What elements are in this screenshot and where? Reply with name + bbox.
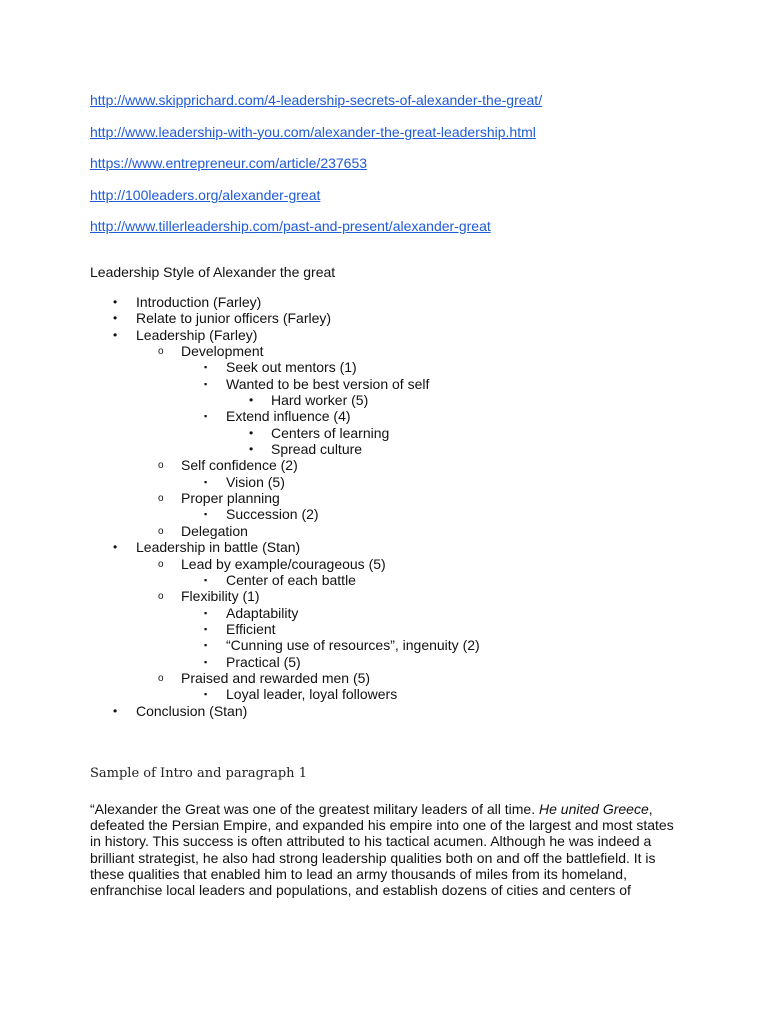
outline-subitem (90, 556, 690, 589)
outline-item (90, 310, 690, 326)
outline-item-text: Delegation (181, 522, 248, 539)
circle-bullet-icon: o (158, 493, 164, 505)
outline-item-text: Hard worker (5) (271, 392, 369, 409)
outline-item-text: Centers of learning (271, 424, 390, 441)
outline-item-text: Wanted to be best version of self (226, 375, 430, 392)
circle-bullet-icon: o (158, 558, 164, 570)
outline-subitem (90, 474, 690, 490)
reference-link[interactable]: http://100leaders.org/alexander-great (90, 186, 321, 203)
bullet-icon: • (113, 311, 118, 326)
outline-item-text: Conclusion (Stan) (136, 702, 248, 719)
outline-item-text: Center of each battle (226, 571, 356, 588)
outline-item (90, 539, 690, 702)
reference-link[interactable]: http://www.leadership-with-you.com/alexander-the-great-leadership.html (90, 123, 536, 140)
outline-item-text: Succession (2) (226, 506, 319, 523)
square-bullet-icon: ▪ (204, 640, 208, 651)
outline-item-text: Leadership (Farley) (136, 326, 258, 343)
outline-subitem (90, 506, 690, 522)
outline-item-text: Extend influence (4) (226, 408, 351, 425)
outline-item-text: Development (181, 343, 264, 360)
outline-item-text: Introduction (Farley) (136, 294, 262, 310)
outline-item-text: Lead by example/courageous (5) (181, 555, 386, 572)
outline-item-text: Proper planning (181, 490, 280, 507)
outline-subitem (90, 621, 690, 637)
outline-item (90, 327, 690, 539)
reference-link[interactable]: http://www.tillerleadership.com/past-and-present/alexander-great (90, 218, 491, 234)
circle-bullet-icon: o (158, 591, 164, 603)
outline-item-text: Practical (5) (226, 653, 301, 670)
square-bullet-icon: ▪ (204, 509, 208, 520)
outline-subitem (90, 572, 690, 588)
bullet-icon: • (249, 442, 254, 457)
outline-item-text: Spread culture (271, 441, 363, 458)
bullet-icon: • (113, 295, 118, 309)
outline-item-text: Self confidence (2) (181, 457, 298, 474)
outline-list (90, 294, 690, 719)
reference-link[interactable]: http://www.skipprichard.com/4-leadership-secrets-of-alexander-the-great/ (90, 92, 543, 108)
outline-subitem (90, 523, 690, 539)
outline-item-text: Relate to junior officers (Farley) (136, 310, 332, 327)
paragraph-text: , defeated the Persian Empire, and expanded his empire into one of the largest and most states in history. This success is often attributed to his tactical acumen. Although he was indeed a brilliant strategist, he also had strong leadership qualities both on and off the battlefield. It is these qualities that enabled him to lead an army thousands of miles from its homeland, enfranchise local leaders and populations, and establish dozens of cities and centers of (90, 801, 674, 899)
outline-item (90, 703, 690, 719)
square-bullet-icon: ▪ (204, 574, 208, 585)
intro-paragraph (90, 801, 680, 898)
outline-item (90, 294, 690, 310)
outline-item-text: Adaptability (226, 604, 299, 621)
square-bullet-icon: ▪ (204, 656, 208, 667)
sample-heading: Sample of Intro and paragraph 1 (90, 766, 307, 781)
circle-bullet-icon: o (158, 346, 164, 358)
reference-link-item (90, 186, 542, 218)
paragraph-text: “Alexander the Great was one of the greatest military leaders of all time. (90, 801, 539, 817)
outline-subitem (90, 654, 690, 670)
square-bullet-icon: ▪ (204, 411, 208, 422)
bullet-icon: • (113, 327, 118, 342)
outline-subitem (90, 457, 690, 490)
outline-subitem (90, 392, 690, 408)
reference-link-item (90, 123, 542, 155)
outline-item-text: Praised and rewarded men (5) (181, 669, 371, 686)
bullet-icon: • (249, 393, 254, 408)
square-bullet-icon: ▪ (204, 689, 208, 700)
square-bullet-icon: ▪ (204, 476, 208, 487)
outline-subitem (90, 441, 690, 457)
outline-subitem (90, 686, 690, 702)
outline-item-text: “Cunning use of resources”, ingenuity (2) (226, 637, 480, 654)
bullet-icon: • (113, 703, 118, 718)
outline-subitem (90, 425, 690, 441)
outline-subitem (90, 343, 690, 457)
outline-item-text: Leadership in battle (Stan) (136, 539, 301, 556)
square-bullet-icon: ▪ (204, 623, 208, 634)
outline-item-text: Seek out mentors (1) (226, 359, 357, 376)
circle-bullet-icon: o (158, 672, 164, 684)
outline-subitem (90, 670, 690, 703)
square-bullet-icon: ▪ (204, 607, 208, 618)
circle-bullet-icon: o (158, 525, 164, 537)
square-bullet-icon: ▪ (204, 378, 208, 389)
reference-links (90, 91, 542, 249)
outline-subitem (90, 408, 690, 457)
outline-subitem (90, 588, 690, 670)
square-bullet-icon: ▪ (204, 362, 208, 373)
outline-subitem (90, 637, 690, 653)
paragraph-italic-text: He united Greece (539, 801, 649, 817)
outline-subitem (90, 376, 690, 409)
circle-bullet-icon: o (158, 460, 164, 472)
outline-subitem (90, 359, 690, 375)
bullet-icon: • (113, 540, 118, 555)
reference-link-item (90, 154, 542, 186)
reference-link-item (90, 91, 542, 123)
reference-link[interactable]: https://www.entrepreneur.com/article/237653 (90, 155, 368, 171)
outline-item-text: Loyal leader, loyal followers (226, 686, 398, 703)
outline-item-text: Flexibility (1) (181, 588, 260, 605)
outline-subitem (90, 490, 690, 523)
bullet-icon: • (249, 425, 254, 440)
outline-subitem (90, 605, 690, 621)
reference-link-item (90, 217, 542, 249)
outline-title: Leadership Style of Alexander the great (90, 264, 336, 280)
outline-item-text: Vision (5) (226, 473, 285, 490)
outline-item-text: Efficient (226, 620, 276, 637)
